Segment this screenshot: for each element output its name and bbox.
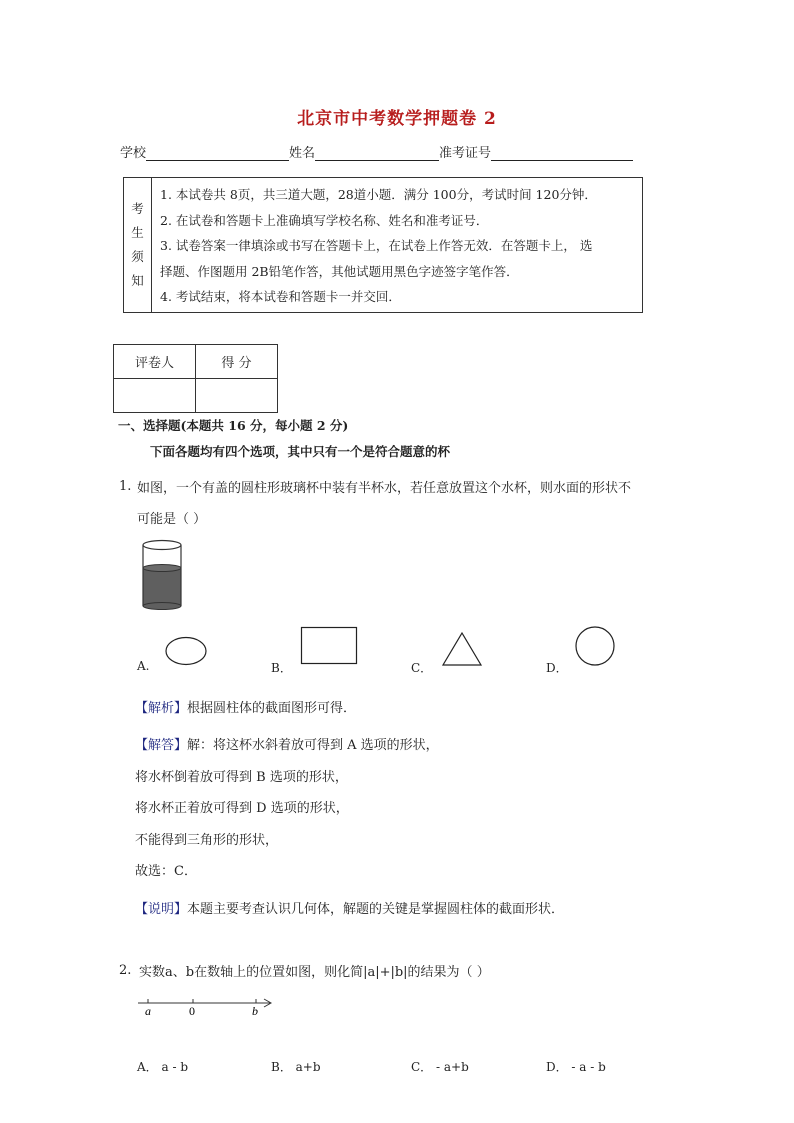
q1-number: 1. bbox=[119, 479, 132, 494]
school-blank[interactable] bbox=[146, 147, 289, 161]
q2-option-b[interactable]: B． a+b bbox=[271, 1060, 321, 1074]
ellipse-shape-icon bbox=[164, 635, 208, 667]
triangle-shape-icon bbox=[440, 630, 484, 668]
q1-stem-line2: 可能是（ ） bbox=[137, 512, 207, 527]
circle-shape-icon bbox=[573, 625, 617, 667]
score-header: 得 分 bbox=[196, 345, 278, 379]
q1-solution-line: 将水杯正着放可得到 D 选项的形状， bbox=[135, 801, 349, 816]
notice-item: 4. 考试结束，将本试卷和答题卡一并交回． bbox=[160, 289, 401, 304]
analysis-tag: 【解析】 bbox=[135, 701, 188, 716]
q1-note: 【说明】本题主要考查认识几何体，解题的关键是掌握圆柱体的截面形状． bbox=[135, 902, 565, 917]
page-title: 北京市中考数学押题卷 2 bbox=[297, 109, 497, 129]
grader-cell[interactable] bbox=[114, 379, 196, 413]
q1-solution-line: 不能得到三角形的形状， bbox=[135, 833, 279, 848]
section-heading: 一、选择题(本题共 16 分，每小题 2 分) bbox=[118, 418, 349, 433]
q2-option-c[interactable]: C． - a+b bbox=[411, 1060, 469, 1074]
q1-solution-line: 【解答】解：将这杯水斜着放可得到 A 选项的形状， bbox=[135, 738, 439, 753]
notice-side-label: 考 生 须 知 bbox=[124, 178, 152, 313]
q1-option-c-label[interactable]: C． bbox=[411, 661, 433, 675]
q1-option-a-label[interactable]: A. bbox=[137, 659, 150, 673]
number-line-figure bbox=[136, 994, 276, 1020]
axis-label-a: a bbox=[145, 1004, 151, 1018]
q2-number: 2. bbox=[119, 963, 132, 978]
notice-items bbox=[152, 178, 643, 313]
name-blank[interactable] bbox=[315, 147, 439, 161]
axis-label-zero: 0 bbox=[189, 1004, 195, 1018]
q1-solution-line: 将水杯倒着放可得到 B 选项的形状， bbox=[135, 770, 348, 785]
notice-item: 3. 试卷答案一律填涂或书写在答题卡上，在试卷上作答无效．在答题卡上， 选 bbox=[160, 238, 593, 253]
q1-stem-line1: 如图，一个有盖的圆柱形玻璃杯中装有半杯水，若任意放置这个水杯，则水面的形状不 bbox=[137, 481, 632, 496]
section-instruction: 下面各题均有四个选项，其中只有一个是符合题意的杯 bbox=[150, 444, 451, 459]
notice-item: 1. 本试卷共 8页，共三道大题，28道小题．满分 100分，考试时间 120分钟． bbox=[160, 187, 597, 202]
exam-id-label: 准考证号 bbox=[439, 146, 492, 161]
cylinder-cup-figure bbox=[140, 538, 186, 612]
score-cell[interactable] bbox=[196, 379, 278, 413]
q1-analysis: 【解析】根据圆柱体的截面图形可得． bbox=[135, 701, 357, 716]
q2-option-a[interactable]: A． a - b bbox=[137, 1060, 189, 1074]
school-label: 学校 bbox=[120, 146, 147, 161]
q1-option-d-label[interactable]: D． bbox=[546, 661, 568, 675]
student-info-line bbox=[120, 142, 633, 161]
notice-item: 2. 在试卷和答题卡上准确填写学校名称、姓名和准考证号． bbox=[160, 212, 489, 228]
grader-header: 评卷人 bbox=[114, 345, 196, 379]
exam-id-blank[interactable] bbox=[491, 147, 633, 161]
note-tag: 【说明】 bbox=[135, 902, 188, 917]
q2-option-d[interactable]: D． - a - b bbox=[546, 1060, 606, 1074]
exam-notice-box bbox=[123, 177, 643, 313]
rectangle-shape-icon bbox=[300, 626, 360, 666]
notice-item: 择题、作图题用 2B铅笔作答，其他试题用黑色字迹签字笔作答． bbox=[160, 263, 519, 279]
q1-solution-line: 故选：C． bbox=[135, 864, 197, 879]
name-label: 姓名 bbox=[289, 146, 316, 161]
q2-stem: 实数a、b在数轴上的位置如图，则化简|a|+|b|的结果为（ ） bbox=[139, 965, 490, 980]
solution-tag: 【解答】 bbox=[135, 738, 188, 753]
score-table bbox=[113, 344, 278, 413]
q1-option-b-label[interactable]: B． bbox=[271, 661, 292, 675]
axis-label-b: b bbox=[252, 1004, 258, 1018]
